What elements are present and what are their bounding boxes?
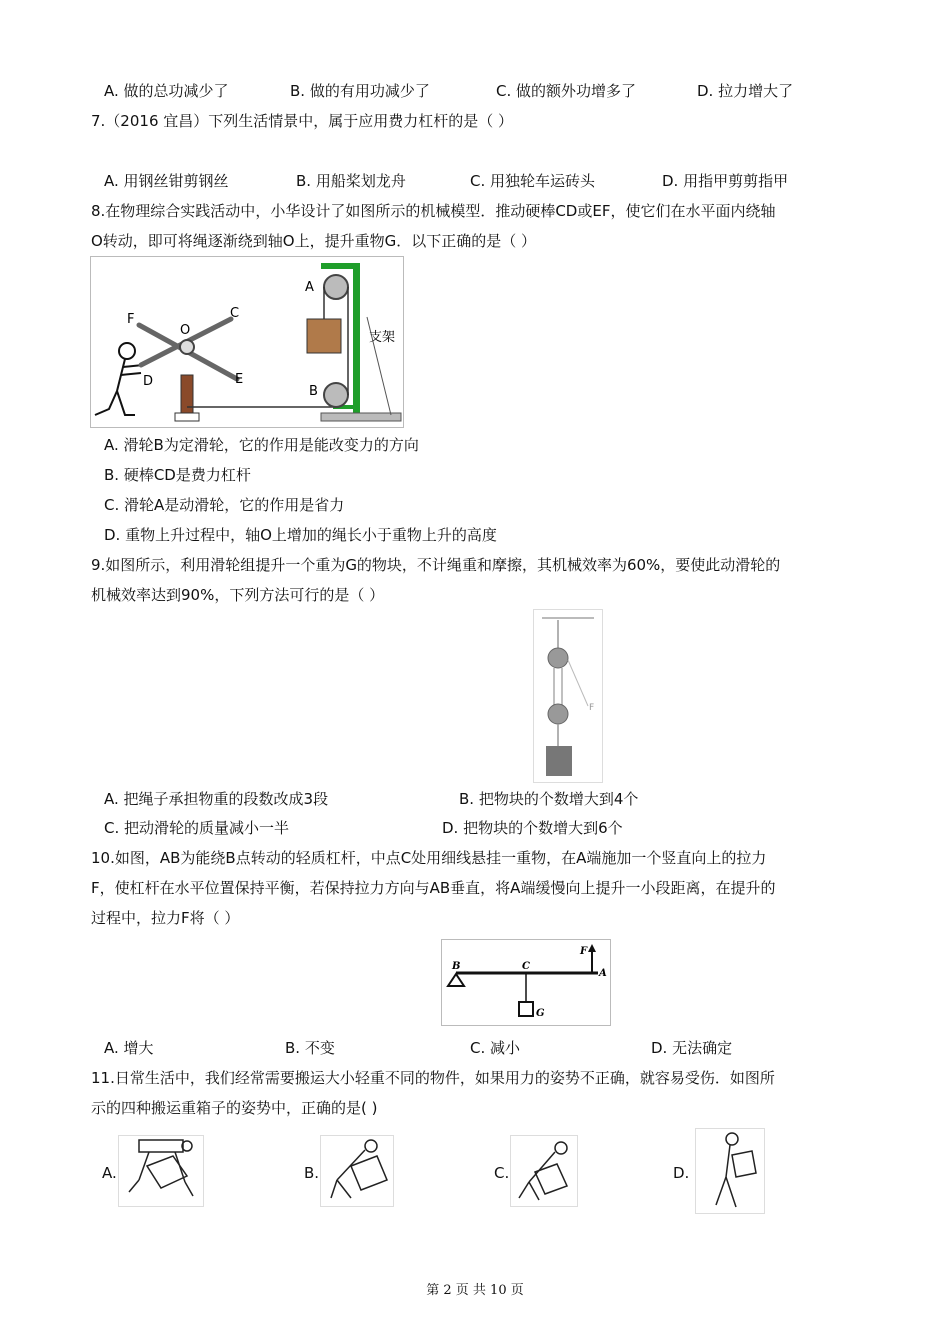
q8-mechanism-figure [90, 256, 404, 428]
label-f: F [589, 703, 595, 713]
stand-post [353, 263, 360, 415]
pivot-b [448, 974, 464, 986]
label-f: F [580, 946, 588, 957]
label-b: B [452, 961, 461, 972]
fixed-pulley [548, 648, 568, 668]
q9-option-c: C. 把动滑轮的质量减小一半 [104, 819, 290, 837]
q8-option-c: C. 滑轮A是动滑轮，它的作用是省力 [104, 496, 345, 514]
q7-option-b: B. 用船桨划龙舟 [296, 172, 406, 190]
q11-option-c: C. [494, 1164, 510, 1182]
q7-stem: 7.（2016 宜昌）下列生活情景中，属于应用费力杠杆的是（ ） [91, 112, 514, 130]
stand-base [321, 413, 401, 421]
q10-option-a: A. 增大 [104, 1039, 154, 1057]
q6-option-b: B. 做的有用功减少了 [290, 82, 430, 100]
q8-stem-line2: O转动，即可将绳逐渐绕到轴O上，提升重物G．以下正确的是（ ） [91, 232, 537, 250]
q11-posture-c [510, 1135, 578, 1207]
label-c: C [522, 961, 530, 972]
label-a: A [305, 280, 314, 295]
q9-stem-line2: 机械效率达到90%，下列方法可行的是（ ） [91, 586, 385, 604]
q9-stem-line1: 9.如图所示，利用滑轮组提升一个重为G的物块，不计绳重和摩擦，其机械效率为60%，要使此动滑轮的 [91, 556, 781, 574]
person-pushing [95, 343, 143, 415]
pulley-b [324, 383, 348, 407]
q10-option-c: C. 减小 [470, 1039, 521, 1057]
q11-option-b: B. [304, 1164, 320, 1182]
q8-option-a: A. 滑轮B为定滑轮，它的作用是能改变力的方向 [104, 436, 419, 454]
arrow-head [588, 944, 596, 952]
q11-stem-line1: 11.日常生活中，我们经常需要搬运大小轻重不同的物件，如果用力的姿势不正确，就容易受伤．如图所 [91, 1069, 775, 1087]
weight-g [307, 319, 341, 353]
label-d: D [143, 374, 154, 389]
pulley-a [324, 275, 348, 299]
q6-option-d: D. 拉力增大了 [697, 82, 794, 100]
q8-option-d: D. 重物上升过程中，轴O上增加的绳长小于重物上升的高度 [104, 526, 497, 544]
q7-option-a: A. 用钢丝钳剪钢丝 [104, 172, 229, 190]
label-b: B [309, 384, 318, 399]
q9-option-a: A. 把绳子承担物重的段数改成3段 [104, 790, 329, 808]
q9-option-d: D. 把物块的个数增大到6个 [442, 819, 623, 837]
q10-option-b: B. 不变 [285, 1039, 335, 1057]
label-e: E [235, 372, 244, 387]
block-g [546, 746, 572, 776]
label-f: F [127, 312, 135, 327]
q11-option-d: D. [673, 1164, 690, 1182]
q8-option-b: B. 硬棒CD是费力杠杆 [104, 466, 251, 484]
q6-option-a: A. 做的总功减少了 [104, 82, 229, 100]
q9-option-b: B. 把物块的个数增大到4个 [459, 790, 639, 808]
page-footer: 第 2 页 共 10 页 [426, 1283, 524, 1298]
axle-base [175, 413, 199, 421]
q7-option-c: C. 用独轮车运砖头 [470, 172, 596, 190]
label-g: G [536, 1008, 545, 1019]
axle-o [180, 340, 194, 354]
q11-posture-b [320, 1135, 394, 1207]
q10-lever-figure [441, 939, 611, 1026]
q9-pulley-figure [533, 609, 603, 783]
label-a: A [599, 968, 607, 979]
movable-pulley [548, 704, 568, 724]
label-o: O [180, 323, 191, 338]
q11-posture-a [118, 1135, 204, 1207]
pull-rope [568, 660, 588, 706]
q8-stem-line1: 8.在物理综合实践活动中，小华设计了如图所示的机械模型．推动硬棒CD或EF，使它们在水平面内绕轴 [91, 202, 776, 220]
q10-option-d: D. 无法确定 [651, 1039, 733, 1057]
label-stand: 支架 [369, 330, 396, 345]
q10-stem-line1: 10.如图，AB为能绕B点转动的轻质杠杆，中点C处用细线悬挂一重物，在A端施加一个竖直向上的拉力 [91, 849, 767, 867]
q11-option-a: A. [102, 1164, 117, 1182]
label-c: C [230, 306, 240, 321]
weight-g [519, 1002, 533, 1016]
q11-stem-line2: 示的四种搬运重箱子的姿势中，正确的是( ) [91, 1099, 378, 1117]
q10-stem-line3: 过程中，拉力F将（ ） [91, 909, 240, 927]
q6-option-c: C. 做的额外功增多了 [496, 82, 637, 100]
q10-stem-line2: F，使杠杆在水平位置保持平衡，若保持拉力方向与AB垂直，将A端缓慢向上提升一小段距离，在提升的 [91, 879, 776, 897]
q11-posture-d [695, 1128, 765, 1214]
q7-option-d: D. 用指甲剪剪指甲 [662, 172, 789, 190]
